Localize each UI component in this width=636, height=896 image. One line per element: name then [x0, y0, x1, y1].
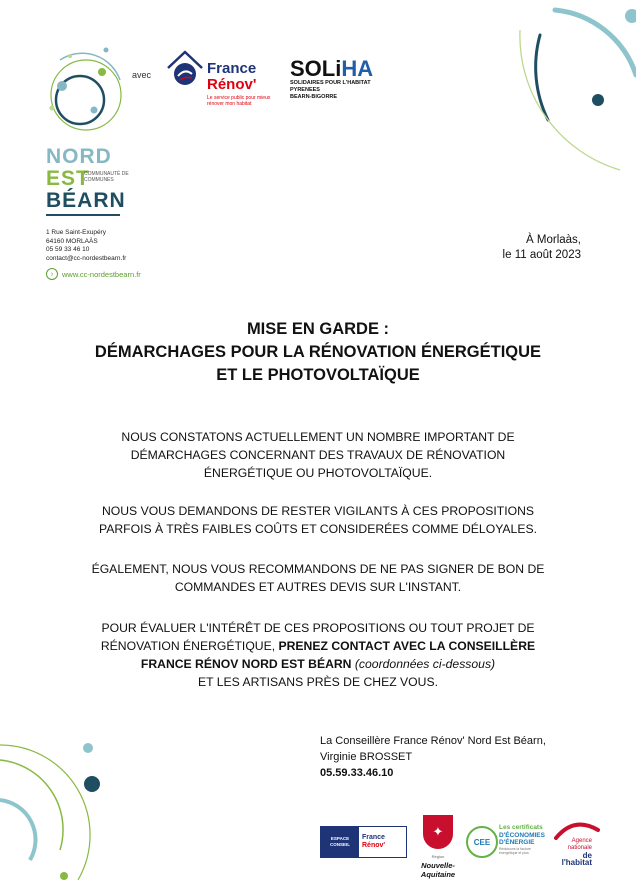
nouvelle-aquitaine-text	[415, 852, 461, 879]
p4-line1: POUR ÉVALUER L'INTÉRÊT DE CES PROPOSITIONS OU TOUT PROJET DE	[101, 621, 535, 635]
neb-logo-est: EST	[46, 167, 90, 190]
espace-conseil-line1: France	[362, 834, 385, 841]
title-line1: MISE EN GARDE :	[246, 320, 390, 338]
france-renov-line2: Rénov'	[207, 76, 257, 93]
anah-line3: de l'habitat	[561, 851, 592, 867]
soliha-name-part1: SOLi	[290, 56, 342, 81]
paragraph-4	[40, 619, 596, 691]
p2-line1: NOUS VOUS DEMANDONS DE RESTER VIGILANTS À CES PROPOSITIONS	[101, 504, 535, 518]
p4-line2-bold: PRENEZ CONTACT AVEC LA CONSEILLÈRE	[278, 639, 536, 653]
anah-line1: Agence	[571, 838, 592, 844]
cee-logo	[466, 822, 546, 862]
p3-line1: ÉGALEMENT, NOUS VOUS RECOMMANDONS DE NE PAS SIGNER DE BON DE	[91, 562, 545, 576]
soliha-name	[290, 58, 390, 80]
page-title	[0, 318, 636, 387]
espace-conseil-label: ESPACE CONSEIL	[321, 827, 359, 857]
espace-conseil-logo	[320, 826, 407, 858]
nouvelle-aquitaine-logo	[415, 815, 461, 879]
neb-logo-nord: NORD	[46, 145, 112, 168]
neb-logo-subtitle: COMMUNAUTÉ DE COMMUNES	[84, 171, 129, 183]
anah-logo	[552, 820, 602, 865]
place-date	[503, 233, 581, 263]
signature-name: Virginie BROSSET	[320, 751, 413, 763]
p1-line2: DÉMARCHAGES CONCERNANT DES TRAVAUX DE RÉNOVATION	[130, 448, 506, 462]
nouvelle-aquitaine-small: Région	[431, 854, 445, 859]
neb-logo-bearn: BÉARN	[46, 189, 126, 212]
paragraph-3	[40, 560, 596, 596]
p1-line1: NOUS CONSTATONS ACTUELLEMENT UN NOMBRE IMPORTANT DE	[121, 430, 515, 444]
paragraph-1	[40, 428, 596, 482]
soliha-name-part2: HA	[341, 56, 374, 81]
cee-line2: D'ÉCONOMIES	[499, 831, 545, 839]
lion-crest-icon: ✦	[423, 815, 453, 849]
france-renov-logo	[164, 50, 274, 120]
france-renov-tagline: Le service public pour mieux rénover mon habitat	[207, 95, 271, 107]
cee-line3: D'ÉNERGIE	[499, 839, 535, 846]
p2-line2: PARFOIS À TRÈS FAIBLES COÛTS ET CONSIDERÉES COMME DÉLOYALES.	[99, 522, 537, 536]
anah-line2: nationale	[567, 845, 592, 851]
signature-block	[320, 733, 546, 781]
soliha-subtitle1: SOLIDAIRES POUR L'HABITAT	[290, 80, 371, 86]
p3-line2: COMMANDES ET AUTRES DEVIS SUR L'INSTANT.	[174, 580, 462, 594]
cee-small: Réduisons la facture énergétique et plus	[499, 846, 531, 855]
france-renov-line1: France	[207, 60, 257, 77]
p4-line4: ET LES ARTISANS PRÈS DE CHEZ VOUS.	[198, 675, 438, 689]
anah-roof-icon	[554, 820, 600, 840]
signature-role: La Conseillère France Rénov' Nord Est Béarn,	[320, 735, 546, 747]
chevron-right-icon: ›	[46, 268, 58, 280]
address-street: 1 Rue Saint-Exupéry	[46, 229, 106, 236]
cee-line1: Les certificats	[499, 824, 543, 831]
avec-label: avec	[132, 70, 152, 80]
signature-phone: 05.59.33.46.10	[320, 767, 394, 779]
nord-est-bearn-logo	[40, 40, 130, 220]
address-block	[46, 229, 126, 263]
soliha-logo	[290, 58, 390, 101]
nouvelle-aquitaine-line2: Aquitaine	[420, 870, 456, 879]
cee-badge-icon: CEE	[466, 826, 498, 858]
p4-line3-bold: FRANCE RÉNOV NORD EST BÉARN	[140, 657, 352, 671]
p4-line2	[40, 637, 596, 655]
address-phone: 05 59 33 46 10	[46, 246, 90, 253]
p4-line3	[40, 655, 596, 673]
website-link[interactable]	[46, 268, 141, 280]
soliha-subtitle3: BEARN-BIGORRE	[290, 94, 338, 100]
cee-text	[499, 824, 549, 855]
france-renov-house-icon	[164, 50, 206, 90]
place: À Morlaàs,	[526, 234, 581, 246]
anah-text	[558, 838, 592, 866]
p4-line3-italic: (coordonnées ci-dessous)	[351, 657, 496, 671]
soliha-subtitle2: PYRENEES	[290, 87, 320, 93]
neb-logo-underline	[46, 214, 120, 216]
website-url[interactable]: www.cc-nordestbearn.fr	[62, 269, 141, 279]
date: le 11 août 2023	[502, 249, 581, 261]
p4-line2-normal: RÉNOVATION ÉNERGÉTIQUE,	[100, 639, 279, 653]
title-line2: DÉMARCHAGES POUR LA RÉNOVATION ÉNERGÉTIQUE	[94, 343, 542, 361]
address-email[interactable]: contact@cc-nordestbearn.fr	[46, 254, 127, 262]
address-city: 64160 MORLAÀS	[46, 237, 98, 245]
nouvelle-aquitaine-line1: Nouvelle-	[421, 861, 455, 870]
paragraph-2	[40, 502, 596, 538]
espace-conseil-brand	[359, 827, 406, 857]
nord-est-bearn-emblem	[40, 40, 130, 140]
title-line3: ET LE PHOTOVOLTAÏQUE	[216, 366, 420, 384]
p1-line3: ÉNERGÉTIQUE OU PHOTOVOLTAÏQUE.	[203, 466, 433, 480]
espace-conseil-line2: Rénov'	[362, 842, 386, 849]
